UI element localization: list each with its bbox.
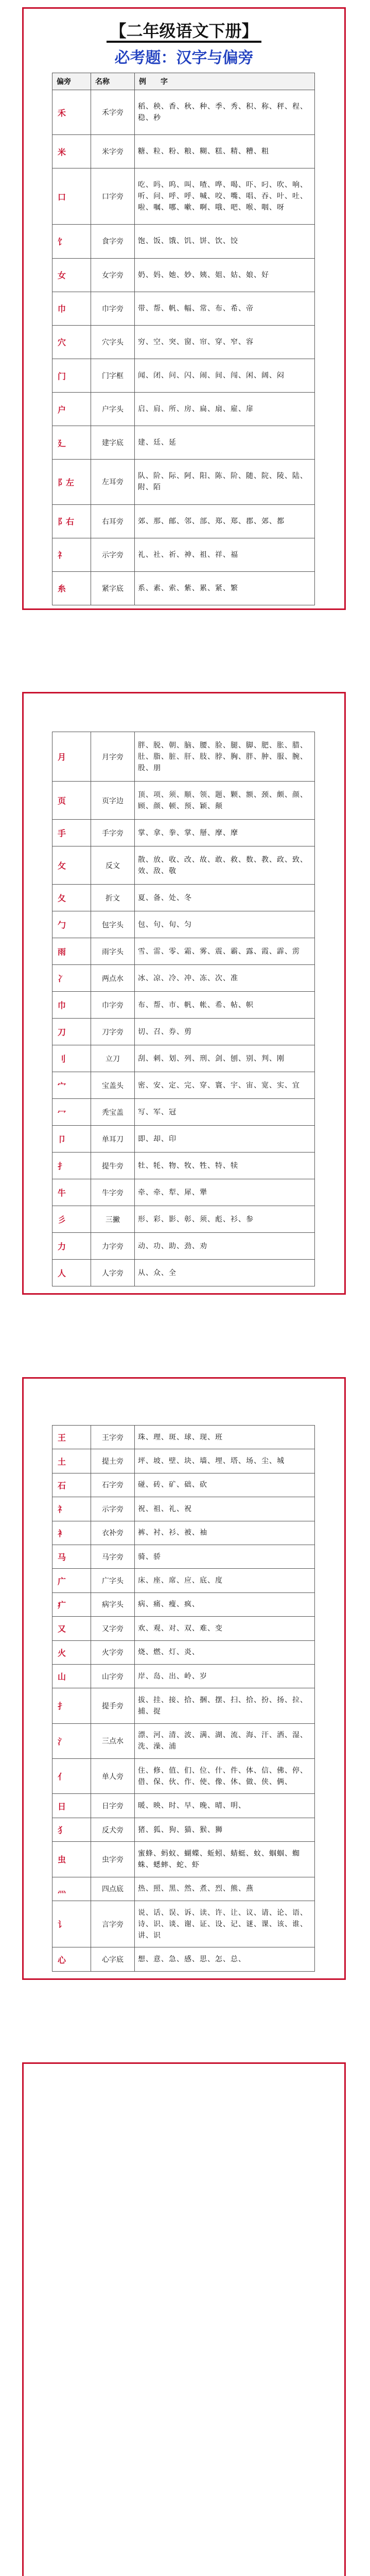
chars-cell: 系、素、索、紫、累、紧、繁 [135,571,315,605]
chars-cell: 建、廷、延 [135,426,315,460]
table-row [52,538,315,571]
worksheet-card-3 [22,1377,346,1980]
chars-cell: 岸、岛、出、岭、岁 [135,1664,315,1688]
name-cell: 左耳旁 [91,460,135,504]
name-cell: 包字头 [91,911,135,938]
radical-cell: 户 [52,393,91,426]
header-examples: 例 字 [135,73,315,90]
radical-cell: 土 [52,1449,91,1473]
name-cell: 又字旁 [91,1617,135,1640]
name-cell: 心字底 [91,1947,135,1971]
name-cell: 广字头 [91,1569,135,1592]
name-cell: 巾字旁 [91,292,135,325]
table-row [52,504,315,538]
radical-cell: 王 [52,1426,91,1449]
radical-cell: 勹 [52,911,91,938]
chars-cell: 穷、空、突、窗、帘、穿、窄、容 [135,325,315,359]
radical-cell: 饣 [52,225,91,258]
radical-cell: 马 [52,1545,91,1568]
table-row [52,938,315,965]
name-cell: 单人旁 [91,1759,135,1794]
name-cell: 虫字旁 [91,1842,135,1877]
radical-cell: 女 [52,258,91,292]
chars-cell: 病、痛、瘦、疯、 [135,1592,315,1616]
name-cell: 秃宝盖 [91,1099,135,1126]
table-row [52,135,315,168]
chars-cell: 稻、秧、香、秋、种、季、秀、积、称、秤、程、稳、秒 [135,90,315,135]
radical-cell: 火 [52,1640,91,1664]
header-name: 名称 [91,73,135,90]
chars-cell: 牡、牦、物、牧、牲、特、犊 [135,1153,315,1179]
table-row [52,1260,315,1286]
table-row [52,1545,315,1568]
chars-cell: 猪、狐、狗、猫、猴、狮 [135,1818,315,1841]
radical-cell: 阝左 [52,460,91,504]
table-row [52,1179,315,1206]
table-row [52,1794,315,1818]
table-row [52,885,315,911]
name-cell: 提牛旁 [91,1153,135,1179]
radical-cell: 衤 [52,1521,91,1545]
name-cell: 门字框 [91,359,135,392]
radical-cell: 刀 [52,1019,91,1045]
chars-cell: 布、帮、市、帆、帐、希、帖、帜 [135,992,315,1019]
radical-cell: 心 [52,1947,91,1971]
chars-cell: 拔、挂、接、拾、捆、摆、扫、拾、扮、扬、拉、捕、捉 [135,1688,315,1723]
radical-cell: 疒 [52,1592,91,1616]
name-cell: 王字旁 [91,1426,135,1449]
table-row [52,782,315,820]
page-subtitle: 必考题：汉字与偏旁 [114,49,254,67]
table-row [52,1521,315,1545]
chars-cell: 床、座、席、应、底、度 [135,1569,315,1592]
name-cell: 火字旁 [91,1640,135,1664]
chars-cell: 散、放、收、改、故、敢、救、数、教、政、致、效、敌、敬 [135,846,315,885]
name-cell: 女字旁 [91,258,135,292]
name-cell: 雨字头 [91,938,135,965]
table-row [52,90,315,135]
table-header-row [52,73,315,90]
radical-cell: 巾 [52,992,91,1019]
chars-cell: 珠、理、斑、球、现、班 [135,1426,315,1449]
radical-table-3 [52,1425,315,1972]
name-cell: 三点水 [91,1723,135,1758]
radical-cell: 夂 [52,885,91,911]
radical-cell: 手 [52,820,91,846]
table-row [52,1206,315,1233]
radical-cell: 犭 [52,1818,91,1841]
table-row [52,1877,315,1901]
table-row [52,359,315,392]
name-cell: 衣补旁 [91,1521,135,1545]
name-cell: 米字旁 [91,135,135,168]
radical-cell: 灬 [52,1877,91,1901]
radical-cell: 廴 [52,426,91,460]
radical-table-2 [52,732,315,1286]
chars-cell: 暖、映、时、早、晚、晴、明、 [135,1794,315,1818]
name-cell: 反犬旁 [91,1818,135,1841]
radical-cell: 广 [52,1569,91,1592]
chars-cell: 骑、骄 [135,1545,315,1568]
chars-cell: 夏、备、处、冬 [135,885,315,911]
chars-cell: 裤、衬、衫、被、袖 [135,1521,315,1545]
radical-cell: 又 [52,1617,91,1640]
table-row [52,1617,315,1640]
table-row [52,1723,315,1758]
table-row [52,393,315,426]
radical-cell: 亻 [52,1759,91,1794]
name-cell: 日字旁 [91,1794,135,1818]
name-cell: 反文 [91,846,135,885]
table-row [52,1664,315,1688]
table-row [52,1640,315,1664]
table-row [52,846,315,885]
name-cell: 月字旁 [91,732,135,782]
chars-cell: 从、众、全 [135,1260,315,1286]
radical-cell: 虫 [52,1842,91,1877]
chars-cell: 吃、吗、呜、叫、喳、哗、喝、吓、叼、吹、响、听、问、呼、呼、喊、咬、嘴、唱、吞、叶、吐、啦、嘱、哪、嗽、啊、哦、吧、喉、咽、呀 [135,168,315,225]
radical-cell: 口 [52,168,91,225]
worksheet-card-1 [22,7,346,610]
radical-cell: 扌 [52,1688,91,1723]
radical-cell: 穴 [52,325,91,359]
chars-cell: 漂、河、清、波、满、湖、流、海、汗、洒、湿、洗、澡、浦 [135,1723,315,1758]
chars-cell: 雪、雷、零、霜、雾、震、霸、露、霞、霹、雳 [135,938,315,965]
radical-cell: 礻 [52,538,91,571]
table-row [52,1569,315,1592]
name-cell: 提土旁 [91,1449,135,1473]
name-cell: 石字旁 [91,1473,135,1497]
chars-cell: 顶、项、须、顺、领、题、颗、额、颈、颇、颜、顾、颜、顿、预、颖、颠 [135,782,315,820]
name-cell: 口字旁 [91,168,135,225]
name-cell: 牛字旁 [91,1179,135,1206]
table-row [52,1842,315,1877]
radical-cell: 糸 [52,571,91,605]
radical-cell: 山 [52,1664,91,1688]
chars-cell: 饱、饭、饿、饥、饼、饮、饺 [135,225,315,258]
name-cell: 三撇 [91,1206,135,1233]
radical-cell: 牛 [52,1179,91,1206]
table-row [52,1019,315,1045]
radical-cell: 阝右 [52,504,91,538]
table-row [52,571,315,605]
table-row [52,1153,315,1179]
chars-cell: 礼、社、祈、神、祖、祥、福 [135,538,315,571]
chars-cell: 碰、砖、矿、础、砍 [135,1473,315,1497]
radical-cell: 冫 [52,965,91,992]
table-row [52,258,315,292]
radical-cell: 讠 [52,1901,91,1947]
radical-cell: 力 [52,1233,91,1260]
chars-cell: 奶、妈、她、妙、姨、姐、姑、娘、好 [135,258,315,292]
chars-cell: 动、功、助、劲、劝 [135,1233,315,1260]
chars-cell: 形、彩、影、彰、须、彪、衫、参 [135,1206,315,1233]
radical-cell: 日 [52,1794,91,1818]
chars-cell: 掌、拿、拳、掌、掰、摩、摩 [135,820,315,846]
name-cell: 单耳刀 [91,1126,135,1153]
chars-cell: 蜜蜂、蚂蚁、蝴蝶、蚯蚓、蜻蜓、蚊、蝈蝈、蜘蛛、蟋蟀、蛇、虾 [135,1842,315,1877]
table-row [52,225,315,258]
header-radical: 偏旁 [52,73,91,90]
name-cell: 力字旁 [91,1233,135,1260]
name-cell: 四点底 [91,1877,135,1901]
chars-cell: 包、句、旬、匀 [135,911,315,938]
table-row [52,1901,315,1947]
name-cell: 穴字头 [91,325,135,359]
name-cell: 人字旁 [91,1260,135,1286]
table-row [52,1072,315,1099]
worksheet-card-2 [22,692,346,1295]
radical-cell: 刂 [52,1045,91,1072]
radical-cell: 雨 [52,938,91,965]
chars-cell: 即、却、印 [135,1126,315,1153]
radical-cell: 月 [52,732,91,782]
table-row [52,1497,315,1521]
chars-cell: 祝、祖、礼、祝 [135,1497,315,1521]
radical-cell: 宀 [52,1072,91,1099]
table-row [52,1473,315,1497]
name-cell: 立刀 [91,1045,135,1072]
radical-cell: 门 [52,359,91,392]
name-cell: 紧字底 [91,571,135,605]
chars-cell: 住、修、值、们、位、什、件、体、信、佛、停、借、保、伙、作、使、像、休、做、侠、俩、 [135,1759,315,1794]
chars-cell: 想、意、急、感、思、怎、总、 [135,1947,315,1971]
name-cell: 食字旁 [91,225,135,258]
table-row [52,292,315,325]
radical-cell: 禾 [52,90,91,135]
table-row [52,820,315,846]
radical-cell: 米 [52,135,91,168]
table-row [52,1947,315,1971]
table-row [52,460,315,504]
table-row [52,168,315,225]
radical-cell: 攵 [52,846,91,885]
chars-cell: 欢、观、对、双、难、变 [135,1617,315,1640]
name-cell: 示字旁 [91,538,135,571]
radical-cell: 石 [52,1473,91,1497]
table-row [52,732,315,782]
chars-cell: 烧、燃、灯、炎、 [135,1640,315,1664]
radical-cell: 氵 [52,1723,91,1758]
chars-cell: 密、安、定、完、穿、寰、宇、宙、宽、实、宜 [135,1072,315,1099]
radical-cell: 扌 [52,1153,91,1179]
name-cell: 右耳旁 [91,504,135,538]
table-row [52,992,315,1019]
chars-cell: 郊、那、邮、邻、部、郑、郑、郡、郊、都 [135,504,315,538]
radical-cell: 卩 [52,1126,91,1153]
chars-cell: 冰、凉、冷、冲、冻、次、准 [135,965,315,992]
radical-cell: 礻 [52,1497,91,1521]
chars-cell: 牵、牵、犁、犀、犟 [135,1179,315,1206]
radical-cell: 页 [52,782,91,820]
name-cell: 宝盖头 [91,1072,135,1099]
chars-cell: 糖、粒、粉、粮、糊、糕、精、糟、粗 [135,135,315,168]
table-row [52,1233,315,1260]
chars-cell: 刮、刺、划、列、刑、剑、刨、别、判、刚 [135,1045,315,1072]
name-cell: 户字头 [91,393,135,426]
chars-cell: 坪、坡、壁、块、墙、埋、塔、场、尘、城 [135,1449,315,1473]
name-cell: 禾字旁 [91,90,135,135]
table-row [52,1759,315,1794]
table-row [52,1126,315,1153]
table-row [52,1426,315,1449]
table-row [52,965,315,992]
name-cell: 建字底 [91,426,135,460]
name-cell: 巾字旁 [91,992,135,1019]
name-cell: 提手旁 [91,1688,135,1723]
chars-cell: 启、肩、所、房、扁、扇、雇、扉 [135,393,315,426]
page-title: 【二年级语文下册】 [24,18,344,42]
chars-cell: 胖、脱、朝、脑、腰、脸、腿、脚、肥、胀、腊、肚、脂、脏、肝、肢、脖、胸、胖、肿、服、腕、股、朋 [135,732,315,782]
chars-cell: 切、召、券、剪 [135,1019,315,1045]
radical-cell: 冖 [52,1099,91,1126]
worksheet-card-4-blank [22,2062,346,2576]
chars-cell: 队、阶、际、阿、阳、陈、阶、随、院、陵、陆、附、陌 [135,460,315,504]
name-cell: 手字旁 [91,820,135,846]
name-cell: 刀字旁 [91,1019,135,1045]
table-row [52,1449,315,1473]
table-row [52,1688,315,1723]
chars-cell: 闻、闭、问、闪、闹、间、闯、闲、阔、闷 [135,359,315,392]
table-row [52,325,315,359]
chars-cell: 带、帮、帆、幅、常、布、希、帝 [135,292,315,325]
table-row [52,1099,315,1126]
name-cell: 两点水 [91,965,135,992]
name-cell: 页字边 [91,782,135,820]
radical-table-1 [52,73,315,605]
name-cell: 示字旁 [91,1497,135,1521]
chars-cell: 热、照、黑、然、煮、烈、熊、燕 [135,1877,315,1901]
name-cell: 折文 [91,885,135,911]
radical-cell: 彡 [52,1206,91,1233]
table-row [52,1592,315,1616]
table-row [52,426,315,460]
name-cell: 言字旁 [91,1901,135,1947]
chars-cell: 说、话、误、诉、读、许、让、议、请、论、语、诗、识、谈、谢、证、设、记、谜、课、该、谁、讲、识 [135,1901,315,1947]
name-cell: 马字旁 [91,1545,135,1568]
name-cell: 山字旁 [91,1664,135,1688]
table-row [52,1818,315,1841]
radical-cell: 巾 [52,292,91,325]
name-cell: 病字头 [91,1592,135,1616]
table-row [52,1045,315,1072]
chars-cell: 写、军、冠 [135,1099,315,1126]
table-row [52,911,315,938]
radical-cell: 人 [52,1260,91,1286]
